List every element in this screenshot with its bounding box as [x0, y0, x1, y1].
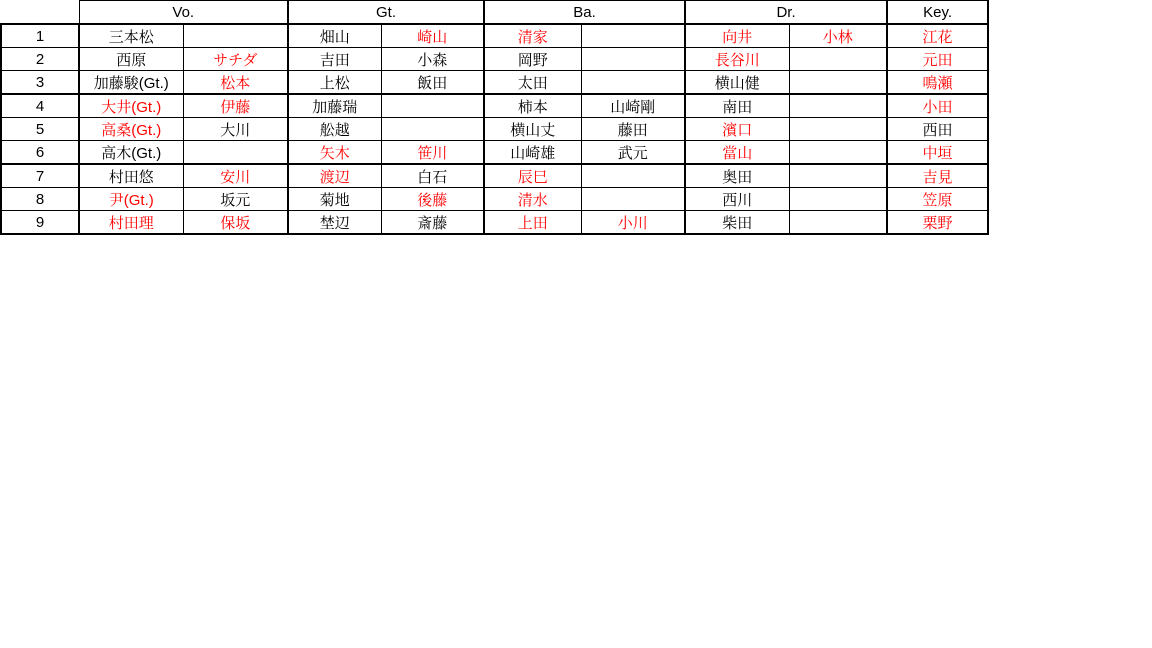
roster-row: [1, 71, 988, 95]
roster-cell[interactable]: 元田: [887, 48, 988, 71]
roster-cell[interactable]: 長谷川: [685, 48, 789, 71]
row-number[interactable]: 8: [1, 188, 79, 211]
roster-cell[interactable]: 濱口: [685, 118, 789, 141]
roster-cell[interactable]: 崎山: [381, 24, 484, 48]
roster-cell[interactable]: 横山丈: [484, 118, 581, 141]
roster-cell[interactable]: 大井(Gt.): [79, 94, 183, 118]
roster-cell[interactable]: 山崎雄: [484, 141, 581, 165]
roster-row: [1, 141, 988, 165]
roster-cell[interactable]: 小川: [581, 211, 685, 235]
roster-cell[interactable]: 鳴瀬: [887, 71, 988, 95]
roster-cell[interactable]: [789, 48, 887, 71]
roster-cell[interactable]: [789, 94, 887, 118]
roster-cell[interactable]: 笹川: [381, 141, 484, 165]
row-number[interactable]: 5: [1, 118, 79, 141]
row-number[interactable]: 2: [1, 48, 79, 71]
roster-cell[interactable]: 村田理: [79, 211, 183, 235]
band-roster-table: [0, 0, 989, 235]
header-keyboard[interactable]: Key.: [887, 1, 988, 25]
row-number[interactable]: 7: [1, 164, 79, 188]
roster-cell[interactable]: 清水: [484, 188, 581, 211]
roster-cell[interactable]: 江花: [887, 24, 988, 48]
roster-cell[interactable]: 矢木: [288, 141, 381, 165]
roster-header: [1, 1, 988, 25]
roster-cell[interactable]: 岡野: [484, 48, 581, 71]
roster-cell[interactable]: 畑山: [288, 24, 381, 48]
roster-cell[interactable]: 渡辺: [288, 164, 381, 188]
roster-cell[interactable]: 舩越: [288, 118, 381, 141]
roster-cell[interactable]: 保坂: [183, 211, 288, 235]
row-number[interactable]: 4: [1, 94, 79, 118]
roster-cell[interactable]: 當山: [685, 141, 789, 165]
roster-cell[interactable]: 吉田: [288, 48, 381, 71]
roster-cell[interactable]: [581, 188, 685, 211]
roster-cell[interactable]: 尹(Gt.): [79, 188, 183, 211]
roster-cell[interactable]: 藤田: [581, 118, 685, 141]
roster-cell[interactable]: 加藤駿(Gt.): [79, 71, 183, 95]
header-row: [1, 1, 988, 25]
roster-cell[interactable]: 中垣: [887, 141, 988, 165]
roster-cell[interactable]: 武元: [581, 141, 685, 165]
roster-cell[interactable]: [789, 188, 887, 211]
roster-cell[interactable]: 栗野: [887, 211, 988, 235]
roster-cell[interactable]: 奥田: [685, 164, 789, 188]
row-number[interactable]: 6: [1, 141, 79, 165]
roster-cell[interactable]: 西原: [79, 48, 183, 71]
roster-cell[interactable]: 吉見: [887, 164, 988, 188]
roster-cell[interactable]: [381, 118, 484, 141]
roster-cell[interactable]: 大川: [183, 118, 288, 141]
roster-cell[interactable]: 小田: [887, 94, 988, 118]
roster-cell[interactable]: 柿本: [484, 94, 581, 118]
roster-cell[interactable]: [581, 71, 685, 95]
roster-cell[interactable]: 伊藤: [183, 94, 288, 118]
roster-cell[interactable]: 辰巳: [484, 164, 581, 188]
roster-cell[interactable]: 横山健: [685, 71, 789, 95]
header-guitar[interactable]: Gt.: [288, 1, 484, 25]
roster-cell[interactable]: 小林: [789, 24, 887, 48]
row-number[interactable]: 9: [1, 211, 79, 235]
roster-cell[interactable]: [183, 141, 288, 165]
roster-cell[interactable]: 山崎剛: [581, 94, 685, 118]
roster-row: [1, 48, 988, 71]
roster-cell[interactable]: [581, 24, 685, 48]
roster-row: [1, 211, 988, 235]
header-bass[interactable]: Ba.: [484, 1, 685, 25]
roster-cell[interactable]: 菊地: [288, 188, 381, 211]
roster-cell[interactable]: 西川: [685, 188, 789, 211]
roster-cell[interactable]: 向井: [685, 24, 789, 48]
header-drums[interactable]: Dr.: [685, 1, 887, 25]
header-vocal[interactable]: Vo.: [79, 1, 288, 25]
roster-cell[interactable]: [581, 48, 685, 71]
roster-cell[interactable]: [789, 211, 887, 235]
roster-body: [1, 24, 988, 234]
roster-cell[interactable]: 村田悠: [79, 164, 183, 188]
roster-cell[interactable]: 高桑(Gt.): [79, 118, 183, 141]
roster-cell[interactable]: 後藤: [381, 188, 484, 211]
roster-cell[interactable]: 南田: [685, 94, 789, 118]
roster-row: [1, 94, 988, 118]
roster-cell[interactable]: [789, 71, 887, 95]
roster-cell[interactable]: 太田: [484, 71, 581, 95]
roster-cell[interactable]: [789, 118, 887, 141]
roster-row: [1, 24, 988, 48]
roster-cell[interactable]: 上田: [484, 211, 581, 235]
roster-cell[interactable]: 高木(Gt.): [79, 141, 183, 165]
roster-row: [1, 164, 988, 188]
roster-cell[interactable]: 上松: [288, 71, 381, 95]
roster-row: [1, 118, 988, 141]
roster-cell[interactable]: 小森: [381, 48, 484, 71]
roster-cell[interactable]: 安川: [183, 164, 288, 188]
roster-cell[interactable]: 笠原: [887, 188, 988, 211]
roster-cell[interactable]: [381, 94, 484, 118]
roster-cell[interactable]: 西田: [887, 118, 988, 141]
row-number[interactable]: 3: [1, 71, 79, 95]
roster-cell[interactable]: 白石: [381, 164, 484, 188]
roster-cell[interactable]: [789, 164, 887, 188]
row-number[interactable]: 1: [1, 24, 79, 48]
corner-cell[interactable]: [1, 1, 79, 25]
roster-cell[interactable]: 加藤瑞: [288, 94, 381, 118]
roster-cell[interactable]: サチダ: [183, 48, 288, 71]
roster-row: [1, 188, 988, 211]
roster-cell[interactable]: 埜辺: [288, 211, 381, 235]
roster-cell[interactable]: [183, 24, 288, 48]
roster-cell[interactable]: 松本: [183, 71, 288, 95]
roster-cell[interactable]: 坂元: [183, 188, 288, 211]
roster-cell[interactable]: 清家: [484, 24, 581, 48]
roster-cell[interactable]: 三本松: [79, 24, 183, 48]
roster-cell[interactable]: [581, 164, 685, 188]
roster-cell[interactable]: 斎藤: [381, 211, 484, 235]
roster-cell[interactable]: 飯田: [381, 71, 484, 95]
roster-cell[interactable]: 柴田: [685, 211, 789, 235]
roster-cell[interactable]: [789, 141, 887, 165]
